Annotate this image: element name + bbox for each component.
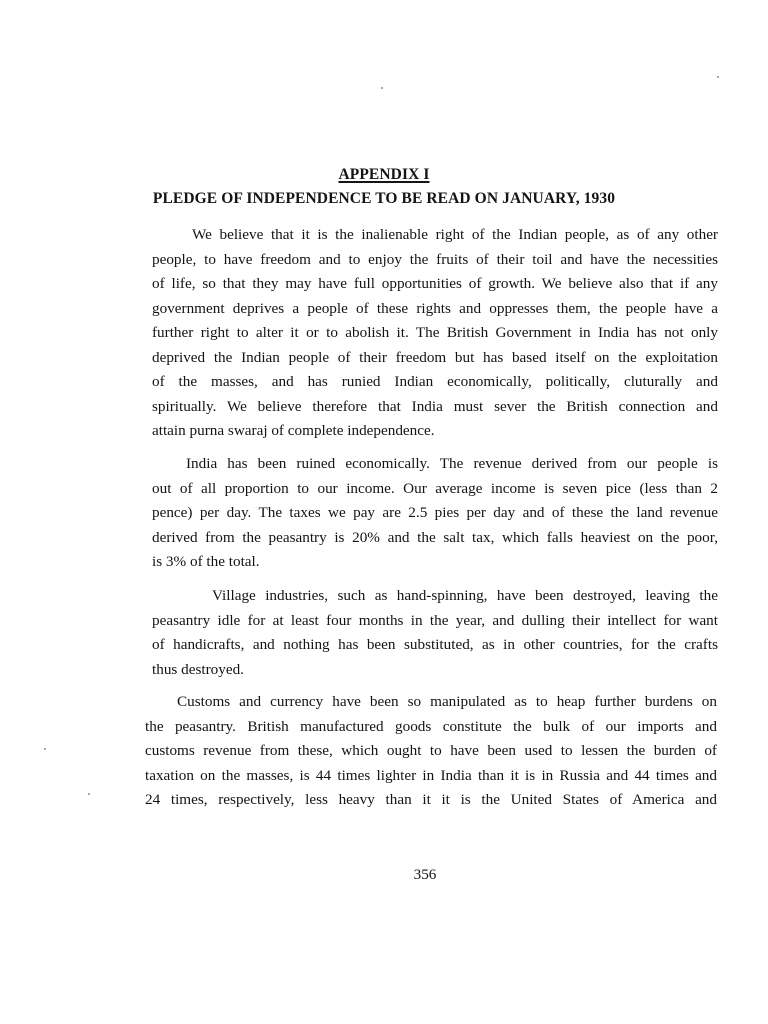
paragraph-line: taxation on the masses, is 44 times lighter in India than it is in Russia and 44 times and [145,766,717,784]
pledge-title: PLEDGE OF INDEPENDENCE TO BE READ ON JANUARY, 1930 [152,190,616,207]
paragraph-line: of life, so that they may have full opportunities of growth. We believe also that if any [152,275,718,292]
scan-speck [381,87,383,89]
paragraph-line: Customs and currency have been so manipulated as to heap further burdens on [177,693,717,710]
paragraph-line: deprived the Indian people of their freedom but has based itself on the exploitation [152,348,718,366]
paragraph-line: thus destroyed. [152,660,244,678]
scan-speck [88,793,90,795]
appendix-title: APPENDIX I [338,166,430,183]
paragraph-line: of handicrafts, and nothing has been substituted, as in other countries, for the crafts [152,636,718,653]
page-number: 356 [413,866,437,883]
paragraph-line: 24 times, respectively, less heavy than it it is the United States of America and [145,791,717,808]
paragraph-line: of the masses, and has runied Indian economically, politically, cluturally and [152,373,718,390]
paragraph-line: government deprives a people of these rights and oppresses them, the people have a [152,299,718,317]
paragraph-line: Village industries, such as hand-spinning, have been destroyed, leaving the [212,587,718,604]
scan-speck [717,76,719,78]
paragraph-line: further right to alter it or to abolish it. The British Government in India has not only [152,324,718,341]
paragraph-2 [152,452,718,575]
paragraph-line: We believe that it is the inalienable right of the Indian people, as of any other [192,226,718,243]
paragraph-line: India has been ruined economically. The revenue derived from our people is [186,455,718,472]
paragraph-line: pence) per day. The taxes we pay are 2.5 pies per day and of these the land revenue [152,504,718,521]
paragraph-line: spiritually. We believe therefore that India must sever the British connection and [152,397,718,415]
paragraph-1 [152,223,718,444]
paragraph-line: attain purna swaraj of complete independence. [152,422,435,439]
paragraph-line: out of all proportion to our income. Our average income is seven pice (less than 2 [152,479,718,497]
paragraph-3 [152,584,718,682]
paragraph-line: the peasantry. British manufactured goods constitute the bulk of our imports and [145,717,717,735]
paragraph-line: customs revenue from these, which ought to have been used to lessen the burden of [145,742,717,759]
paragraph-4 [145,690,717,813]
paragraph-line: is 3% of the total. [152,553,260,570]
scan-speck [44,748,46,750]
paragraph-line: peasantry idle for at least four months in the year, and dulling their intellect for want [152,611,718,629]
paragraph-line: people, to have freedom and to enjoy the fruits of their toil and have the necessities [152,250,718,268]
paragraph-line: derived from the peasantry is 20% and the salt tax, which falls heaviest on the poor, [152,528,718,546]
appendix-heading [0,166,768,184]
